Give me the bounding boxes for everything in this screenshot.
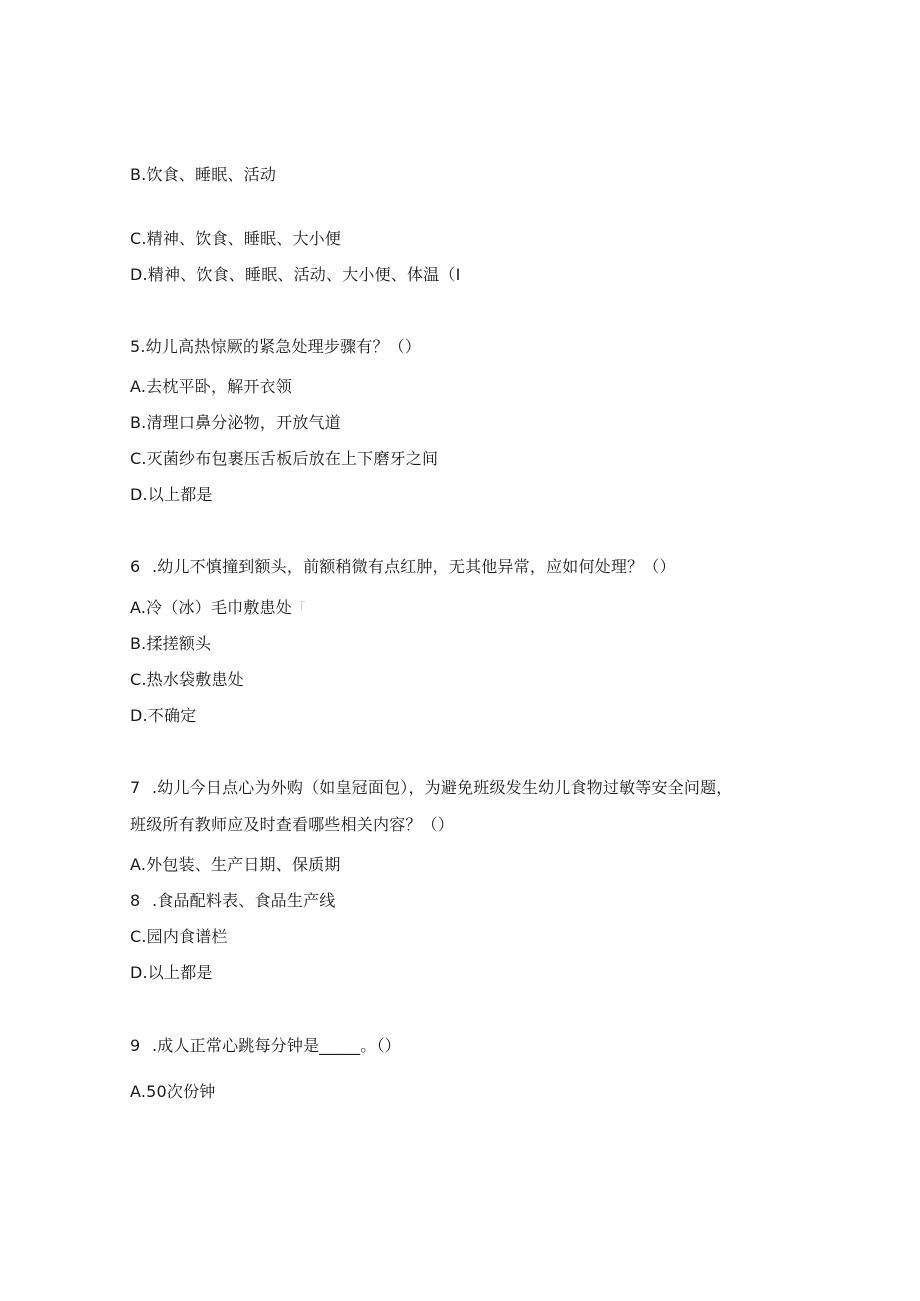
option-line <box>130 165 276 185</box>
option-text: A.外包装、生产日期、保质期 <box>130 855 341 874</box>
option-line <box>130 265 461 285</box>
option-text: B.清理口鼻分泌物，开放气道 <box>130 413 341 432</box>
question-line <box>130 337 421 357</box>
question-text: .幼儿不慎撞到额头，前额稍微有点红肿，无其他异常，应如何处理？（） <box>152 557 676 576</box>
question-number: 8 <box>130 891 141 910</box>
option-text: A.冷（冰）毛巾敷患处 <box>130 598 292 617</box>
option-text: C.灭菌纱布包裹压舌板后放在上下磨牙之间 <box>130 449 439 468</box>
option-line <box>130 670 244 690</box>
option-text: C.热水袋敷患处 <box>130 670 244 689</box>
option-line <box>130 485 213 505</box>
question-line <box>130 557 676 577</box>
option-line <box>130 598 306 619</box>
option-text: B.饮食、睡眠、活动 <box>130 165 277 184</box>
option-text: .食品配料表、食品生产线 <box>152 891 336 910</box>
question-line <box>130 815 454 835</box>
option-line <box>130 891 336 911</box>
question-line <box>130 778 733 798</box>
question-number: 6 <box>130 557 141 576</box>
option-line <box>130 229 341 249</box>
option-text: A.50次份钟 <box>130 1082 216 1101</box>
question-text: .幼儿今日点心为外购（如皇冠面包），为避免班级发生幼儿食物过敏等安全问题， <box>152 778 733 797</box>
option-text: B.揉搓额头 <box>130 634 212 653</box>
option-line <box>130 963 213 983</box>
option-line <box>130 634 211 654</box>
question-number: 9 <box>130 1036 141 1055</box>
option-line <box>130 855 341 875</box>
option-text: C.精神、饮食、睡眠、大小便 <box>130 229 342 248</box>
question-number: 7 <box>130 778 141 797</box>
option-line <box>130 449 438 469</box>
option-line <box>130 706 196 726</box>
option-line <box>130 1082 216 1102</box>
question-text: .成人正常心跳每分钟是_____。（） <box>152 1036 401 1055</box>
option-text: A.去枕平卧，解开衣领 <box>130 377 292 396</box>
stray-mark: 「 <box>291 601 307 617</box>
question-text: 5.幼儿高热惊厥的紧急处理步骤有？（） <box>130 337 422 356</box>
option-line <box>130 377 292 397</box>
option-line <box>130 927 228 947</box>
option-text: C.园内食谱栏 <box>130 927 228 946</box>
question-line <box>130 1036 401 1056</box>
option-text: D.以上都是 <box>130 963 213 982</box>
option-line <box>130 413 341 433</box>
option-text: D.精神、饮食、睡眠、活动、大小便、体温（I <box>130 265 461 284</box>
question-text: 班级所有教师应及时查看哪些相关内容？（） <box>130 815 455 834</box>
option-text: D.以上都是 <box>130 485 213 504</box>
option-text: D.不确定 <box>130 706 197 725</box>
